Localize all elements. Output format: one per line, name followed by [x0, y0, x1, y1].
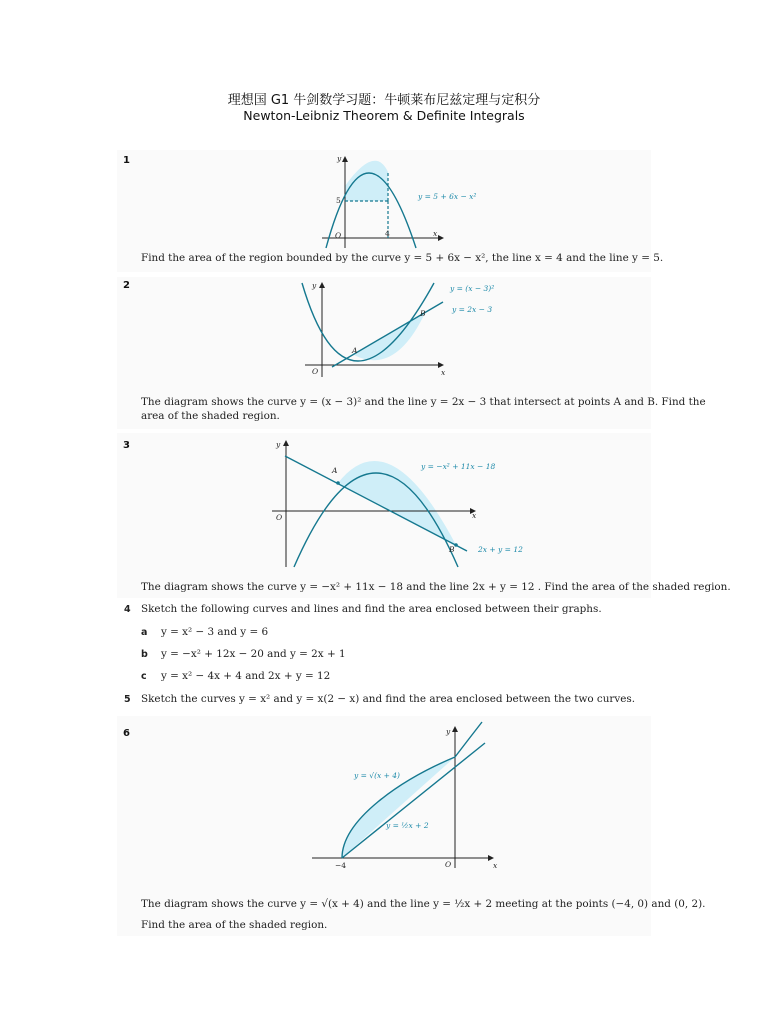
page-title-chinese: 理想国 G1 牛剑数学习题：牛顿莱布尼兹定理与定积分	[227, 93, 541, 108]
question-4-number: 4	[124, 604, 131, 615]
question-4c-text: y = x² − 4x + 4 and 2x + y = 12	[161, 670, 331, 682]
q1-y-arrow-icon	[342, 156, 348, 162]
q2-curve-label: y = (x − 3)²	[450, 284, 495, 293]
q2-shaded-region	[354, 313, 425, 360]
q3-point-a-dot	[336, 481, 340, 485]
question-2-text-line2: area of the shaded region.	[141, 410, 280, 422]
question-6-diagram	[310, 720, 500, 880]
q2-axis-x-label: x	[441, 368, 446, 377]
q2-axis-y-label: y	[312, 281, 317, 290]
q2-point-a: A	[352, 346, 358, 355]
question-4c	[141, 669, 330, 684]
q6-curve-label: y = √(x + 4)	[354, 771, 400, 780]
question-2-text-line1: The diagram shows the curve y = (x − 3)² and the line y = 2x − 3 that intersect at points A and B. Find the	[141, 396, 706, 408]
question-2-number: 2	[123, 280, 130, 291]
question-6-text-line2: Find the area of the shaded region.	[141, 919, 328, 931]
q2-origin-label: O	[312, 367, 319, 376]
q3-line-label: 2x + y = 12	[478, 545, 523, 554]
question-5-text: Sketch the curves y = x² and y = x(2 − x) and find the area enclosed between the two curves.	[141, 693, 636, 705]
question-4-text: Sketch the following curves and lines and find the area enclosed between their graphs.	[141, 603, 602, 615]
question-4b-text: y = −x² + 12x − 20 and y = 2x + 1	[161, 648, 346, 660]
question-5-number: 5	[124, 694, 131, 705]
question-4a	[141, 625, 268, 640]
q3-point-b-dot	[454, 543, 458, 547]
question-4a-label: a	[141, 627, 148, 638]
q2-y-arrow-icon	[319, 282, 325, 288]
q2-line-label: y = 2x − 3	[452, 305, 493, 314]
q3-point-b: B	[449, 545, 455, 554]
q6-line	[342, 743, 485, 858]
q3-origin-label: O	[276, 513, 283, 522]
q6-origin-label: O	[445, 860, 452, 869]
q2-point-b: B	[420, 309, 426, 318]
q1-axis-y-label: y	[337, 154, 342, 163]
q3-axis-y-label: y	[276, 440, 281, 449]
q1-x-arrow-icon	[438, 235, 444, 241]
question-4b-label: b	[141, 649, 148, 660]
question-3-number: 3	[123, 440, 130, 451]
q6-axis-y-label: y	[446, 727, 451, 736]
q6-axis-x-label: x	[493, 861, 498, 870]
q1-origin-label: O	[335, 231, 342, 240]
q1-shaded-region	[345, 161, 388, 201]
q1-curve-label: y = 5 + 6x − x²	[418, 192, 477, 201]
q6-y-arrow-icon	[452, 726, 458, 732]
question-4b	[141, 647, 346, 662]
question-4a-text: y = x² − 3 and y = 6	[161, 626, 269, 638]
q1-tick-y5: 5	[336, 196, 341, 205]
q3-shaded-region	[338, 461, 456, 545]
q6-tick-x: −4	[335, 861, 347, 870]
page-title-english: Newton-Leibniz Theorem & Definite Integrals	[243, 108, 525, 123]
q3-curve-label: y = −x² + 11x − 18	[421, 462, 496, 471]
question-1-number: 1	[123, 155, 130, 166]
question-6-text-line1: The diagram shows the curve y = √(x + 4) and the line y = ½x + 2 meeting at the points (−4, 0) and (0, 2).	[141, 898, 706, 910]
q3-point-a: A	[332, 466, 338, 475]
question-1-diagram	[320, 152, 520, 248]
question-4c-label: c	[141, 671, 147, 682]
q1-axis-x-label: x	[433, 229, 438, 238]
q1-tick-x4: 4	[385, 229, 390, 238]
q3-y-arrow-icon	[283, 440, 289, 446]
question-1-text: Find the area of the region bounded by the curve y = 5 + 6x − x², the line x = 4 and the line y = 5.	[141, 252, 664, 264]
q3-axis-x-label: x	[472, 511, 477, 520]
question-3-diagram	[270, 440, 523, 570]
question-6-number: 6	[123, 728, 130, 739]
question-2-diagram	[300, 280, 500, 380]
q6-line-label: y = ½x + 2	[386, 821, 429, 830]
question-3-text: The diagram shows the curve y = −x² + 11x − 18 and the line 2x + y = 12 . Find the area of the shaded region.	[141, 581, 731, 593]
